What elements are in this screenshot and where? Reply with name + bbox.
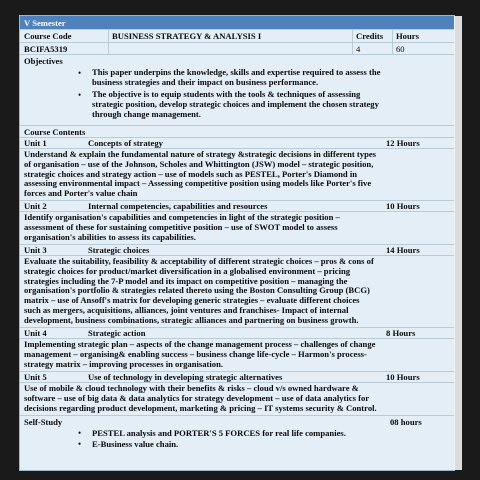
unit-body xyxy=(20,149,454,201)
course-header-row xyxy=(20,30,454,43)
self-study-item: E-Business value chain. xyxy=(92,439,179,449)
hours-label: Hours xyxy=(396,31,419,41)
unit-body xyxy=(20,256,454,328)
objectives-label: Objectives xyxy=(24,56,63,66)
bullet-icon: • xyxy=(78,90,82,100)
semester-label: V Semester xyxy=(24,18,66,28)
unit-header xyxy=(20,328,454,339)
unit-hours: 14 Hours xyxy=(386,245,420,255)
unit-description: Implementing strategic plan – aspects of the change management process – challenges of change management – organising& enabling success – business change life-cycle – Harmon's process- strategy matrix – improving processes in organisation. xyxy=(24,340,376,369)
self-study-label: Self-Study xyxy=(24,417,63,427)
course-code-label: Course Code xyxy=(24,31,72,41)
unit-header xyxy=(20,372,454,383)
unit-number: Unit 3 xyxy=(24,245,47,255)
unit-title: Strategic action xyxy=(88,328,146,338)
unit-body xyxy=(20,339,454,372)
credits-value: 4 xyxy=(356,44,361,54)
unit-body xyxy=(20,383,454,416)
unit-hours: 10 Hours xyxy=(386,201,420,211)
objectives-section xyxy=(20,55,454,126)
unit-title: Concepts of strategy xyxy=(88,138,163,148)
unit-hours: 10 Hours xyxy=(386,372,420,382)
unit-header xyxy=(20,201,454,212)
bullet-icon: • xyxy=(78,439,82,449)
syllabus-page xyxy=(20,16,454,470)
unit-hours: 12 Hours xyxy=(386,138,420,148)
table-divider xyxy=(108,30,109,55)
unit-header xyxy=(20,138,454,149)
table-divider xyxy=(392,30,393,55)
unit-description: Use of mobile & cloud technology with their benefits & risks – cloud v/s owned hardware & software – use of big data & data analytics for strategy development – use of data analytics for decisions regarding product development, marketing & pricing – IT systems security & Control. xyxy=(24,384,377,413)
bullet-icon: • xyxy=(78,68,82,78)
unit-title: Strategic choices xyxy=(88,245,150,255)
course-contents-row xyxy=(20,126,454,138)
self-study-item: PESTEL analysis and PORTER'S 5 FORCES for real life companies. xyxy=(92,428,346,438)
semester-header xyxy=(20,16,454,30)
unit-description: Evaluate the suitability, feasibility & acceptability of different strategic choices – pros & cons of strategic choices for product/market diversification in a globalised environment – pricing strategies including the 7-P model and its impact on competitive position – managing the organisation's portfolio & strategies related thereto using the Boston Consulting Group (BCG) matrix – use of Ansoff's matrix for developing generic strategies – evaluate different choices such as mergers, acquisitions, alliances, joint ventures and franchises- Impact of internal development, business combinations, strategic alliances and partnering on business growth. xyxy=(24,257,374,325)
objective-item: This paper underpins the knowledge, skills and expertise required to assess the business strategies and their impact on business performance. xyxy=(92,68,381,87)
course-code: BCIFA5319 xyxy=(24,44,68,54)
unit-number: Unit 2 xyxy=(24,201,47,211)
table-divider xyxy=(352,30,353,55)
bullet-icon: • xyxy=(78,428,82,438)
unit-body xyxy=(20,212,454,245)
credits-label: Credits xyxy=(356,31,384,41)
course-contents-label: Course Contents xyxy=(24,127,86,137)
unit-number: Unit 1 xyxy=(24,138,47,148)
page-edge xyxy=(454,16,462,470)
unit-header xyxy=(20,245,454,256)
self-study-hours: 08 hours xyxy=(390,417,422,427)
self-study-section xyxy=(20,416,454,456)
unit-hours: 8 Hours xyxy=(386,328,416,338)
unit-description: Understand & explain the fundamental nature of strategy &strategic decisions in different types of organisation – use of the Johnson, Scholes and Whittington (JSW) model – strategic position, strategic choices and strategy action – use of models such as PESTEL, Porter's Diamond in assessing environmental impact – Assessing competitive position using models like Porter's five forces and Porter's value chain xyxy=(24,150,377,199)
objective-item: The objective is to equip students with the tools & techniques of assessing strategic position, develop strategic choices and implement the chosen strategy through change management. xyxy=(92,90,379,119)
unit-description: Identify organisation's capabilities and competencies in light of the strategic position – assessment of these for sustaining competitive position – use of SWOT model to assess organisation's abilities to assess its capabilities. xyxy=(24,213,340,242)
course-title: BUSINESS STRATEGY & ANALYSIS I xyxy=(112,31,262,41)
unit-number: Unit 5 xyxy=(24,372,47,382)
hours-value: 60 xyxy=(396,44,405,54)
unit-title: Internal competencies, capabilities and resources xyxy=(88,201,268,211)
course-value-row xyxy=(20,43,454,55)
unit-number: Unit 4 xyxy=(24,328,47,338)
unit-title: Use of technology in developing strategic alternatives xyxy=(88,372,283,382)
